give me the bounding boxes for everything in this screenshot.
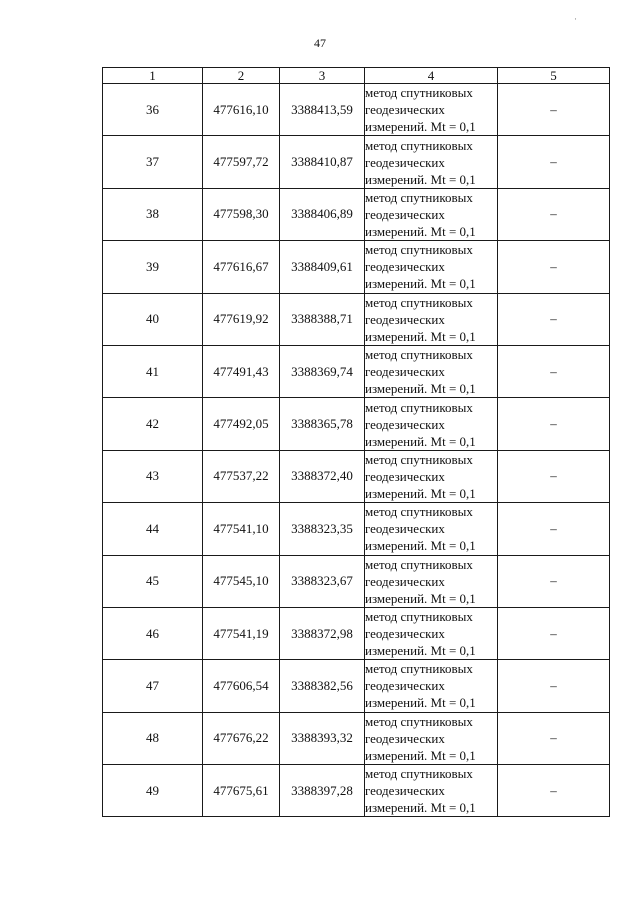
method-text-line: геодезических — [365, 521, 445, 537]
point-number-cell: 48 — [103, 712, 203, 764]
method-cell — [365, 136, 498, 188]
method-text-line: метод спутниковых — [365, 504, 473, 520]
coordinates-table — [102, 67, 610, 817]
method-text-line: измерений. Mt = 0,1 — [365, 328, 476, 344]
x-coordinate-cell: 477616,67 — [203, 241, 280, 293]
point-number-cell: 42 — [103, 398, 203, 450]
note-cell: – — [498, 136, 610, 188]
method-cell — [365, 188, 498, 240]
method-text-line: метод спутниковых — [365, 189, 473, 205]
column-header-2: 2 — [203, 68, 280, 84]
x-coordinate-cell: 477541,19 — [203, 607, 280, 659]
method-cell — [365, 241, 498, 293]
method-text-line: метод спутниковых — [365, 85, 473, 101]
point-number-cell: 43 — [103, 450, 203, 502]
x-coordinate-cell: 477597,72 — [203, 136, 280, 188]
method-text-line: геодезических — [365, 626, 445, 642]
method-text-line: геодезических — [365, 364, 445, 380]
point-number-cell: 47 — [103, 660, 203, 712]
method-text-line: измерений. Mt = 0,1 — [365, 643, 476, 659]
x-coordinate-cell: 477545,10 — [203, 555, 280, 607]
table-row — [103, 241, 610, 293]
table-row — [103, 136, 610, 188]
method-text-line: измерений. Mt = 0,1 — [365, 695, 476, 711]
method-text-line: метод спутниковых — [365, 451, 473, 467]
y-coordinate-cell: 3388413,59 — [280, 84, 365, 136]
x-coordinate-cell: 477492,05 — [203, 398, 280, 450]
note-cell: – — [498, 607, 610, 659]
point-number-cell: 39 — [103, 241, 203, 293]
y-coordinate-cell: 3388397,28 — [280, 765, 365, 817]
y-coordinate-cell: 3388409,61 — [280, 241, 365, 293]
y-coordinate-cell: 3388323,67 — [280, 555, 365, 607]
column-header-5: 5 — [498, 68, 610, 84]
method-text-line: измерений. Mt = 0,1 — [365, 276, 476, 292]
y-coordinate-cell: 3388388,71 — [280, 293, 365, 345]
point-number-cell: 44 — [103, 503, 203, 555]
method-text-line: метод спутниковых — [365, 242, 473, 258]
y-coordinate-cell: 3388406,89 — [280, 188, 365, 240]
y-coordinate-cell: 3388393,32 — [280, 712, 365, 764]
method-text-line: геодезических — [365, 206, 445, 222]
method-text-line: измерений. Mt = 0,1 — [365, 538, 476, 554]
column-header-4: 4 — [365, 68, 498, 84]
point-number-cell: 45 — [103, 555, 203, 607]
note-cell: – — [498, 450, 610, 502]
point-number-cell: 49 — [103, 765, 203, 817]
table-row — [103, 555, 610, 607]
table-row — [103, 712, 610, 764]
method-text-line: измерений. Mt = 0,1 — [365, 800, 476, 816]
point-number-cell: 46 — [103, 607, 203, 659]
table-row — [103, 84, 610, 136]
method-cell — [365, 84, 498, 136]
table-row — [103, 765, 610, 817]
method-cell — [365, 660, 498, 712]
method-text-line: измерений. Mt = 0,1 — [365, 433, 476, 449]
note-cell: – — [498, 398, 610, 450]
method-text-line: геодезических — [365, 468, 445, 484]
method-text-line: геодезических — [365, 573, 445, 589]
point-number-cell: 36 — [103, 84, 203, 136]
method-text-line: геодезических — [365, 102, 445, 118]
method-text-line: измерений. Mt = 0,1 — [365, 381, 476, 397]
x-coordinate-cell: 477541,10 — [203, 503, 280, 555]
method-text-line: измерений. Mt = 0,1 — [365, 747, 476, 763]
point-number-cell: 41 — [103, 345, 203, 397]
page-number: 47 — [314, 36, 326, 50]
method-text-line: метод спутниковых — [365, 766, 473, 782]
x-coordinate-cell: 477616,10 — [203, 84, 280, 136]
table-row — [103, 450, 610, 502]
point-number-cell: 37 — [103, 136, 203, 188]
x-coordinate-cell: 477676,22 — [203, 712, 280, 764]
method-text-line: измерений. Mt = 0,1 — [365, 590, 476, 606]
method-text-line: метод спутниковых — [365, 294, 473, 310]
method-text-line: геодезических — [365, 311, 445, 327]
note-cell: – — [498, 660, 610, 712]
table-header-row — [103, 68, 610, 84]
x-coordinate-cell: 477491,43 — [203, 345, 280, 397]
table-body — [103, 84, 610, 817]
method-cell — [365, 607, 498, 659]
method-cell — [365, 450, 498, 502]
note-cell: – — [498, 503, 610, 555]
method-text-line: измерений. Mt = 0,1 — [365, 119, 476, 135]
note-cell: – — [498, 188, 610, 240]
table-row — [103, 607, 610, 659]
method-text-line: геодезических — [365, 678, 445, 694]
y-coordinate-cell: 3388410,87 — [280, 136, 365, 188]
column-header-3: 3 — [280, 68, 365, 84]
method-cell — [365, 712, 498, 764]
method-text-line: геодезических — [365, 730, 445, 746]
method-text-line: геодезических — [365, 259, 445, 275]
method-text-line: метод спутниковых — [365, 399, 473, 415]
note-cell: – — [498, 555, 610, 607]
method-text-line: измерений. Mt = 0,1 — [365, 223, 476, 239]
method-text-line: измерений. Mt = 0,1 — [365, 485, 476, 501]
y-coordinate-cell: 3388323,35 — [280, 503, 365, 555]
x-coordinate-cell: 477619,92 — [203, 293, 280, 345]
method-cell — [365, 503, 498, 555]
y-coordinate-cell: 3388372,98 — [280, 607, 365, 659]
method-text-line: геодезических — [365, 783, 445, 799]
point-number-cell: 38 — [103, 188, 203, 240]
note-cell: – — [498, 241, 610, 293]
method-text-line: метод спутниковых — [365, 609, 473, 625]
method-text-line: метод спутниковых — [365, 713, 473, 729]
method-cell — [365, 555, 498, 607]
method-text-line: геодезических — [365, 154, 445, 170]
y-coordinate-cell: 3388369,74 — [280, 345, 365, 397]
method-text-line: метод спутниковых — [365, 347, 473, 363]
y-coordinate-cell: 3388372,40 — [280, 450, 365, 502]
table-row — [103, 293, 610, 345]
method-text-line: метод спутниковых — [365, 556, 473, 572]
method-cell — [365, 765, 498, 817]
note-cell: – — [498, 84, 610, 136]
table-row — [103, 503, 610, 555]
table-row — [103, 345, 610, 397]
method-text-line: метод спутниковых — [365, 661, 473, 677]
note-cell: – — [498, 765, 610, 817]
table-row — [103, 188, 610, 240]
method-text-line: измерений. Mt = 0,1 — [365, 171, 476, 187]
method-cell — [365, 398, 498, 450]
table-row — [103, 660, 610, 712]
column-header-1: 1 — [103, 68, 203, 84]
table-row — [103, 398, 610, 450]
y-coordinate-cell: 3388365,78 — [280, 398, 365, 450]
method-text-line: метод спутниковых — [365, 137, 473, 153]
x-coordinate-cell: 477675,61 — [203, 765, 280, 817]
method-cell — [365, 293, 498, 345]
method-cell — [365, 345, 498, 397]
method-text-line: геодезических — [365, 416, 445, 432]
note-cell: – — [498, 293, 610, 345]
y-coordinate-cell: 3388382,56 — [280, 660, 365, 712]
corner-mark: · — [574, 14, 577, 24]
x-coordinate-cell: 477606,54 — [203, 660, 280, 712]
x-coordinate-cell: 477598,30 — [203, 188, 280, 240]
x-coordinate-cell: 477537,22 — [203, 450, 280, 502]
note-cell: – — [498, 712, 610, 764]
note-cell: – — [498, 345, 610, 397]
point-number-cell: 40 — [103, 293, 203, 345]
